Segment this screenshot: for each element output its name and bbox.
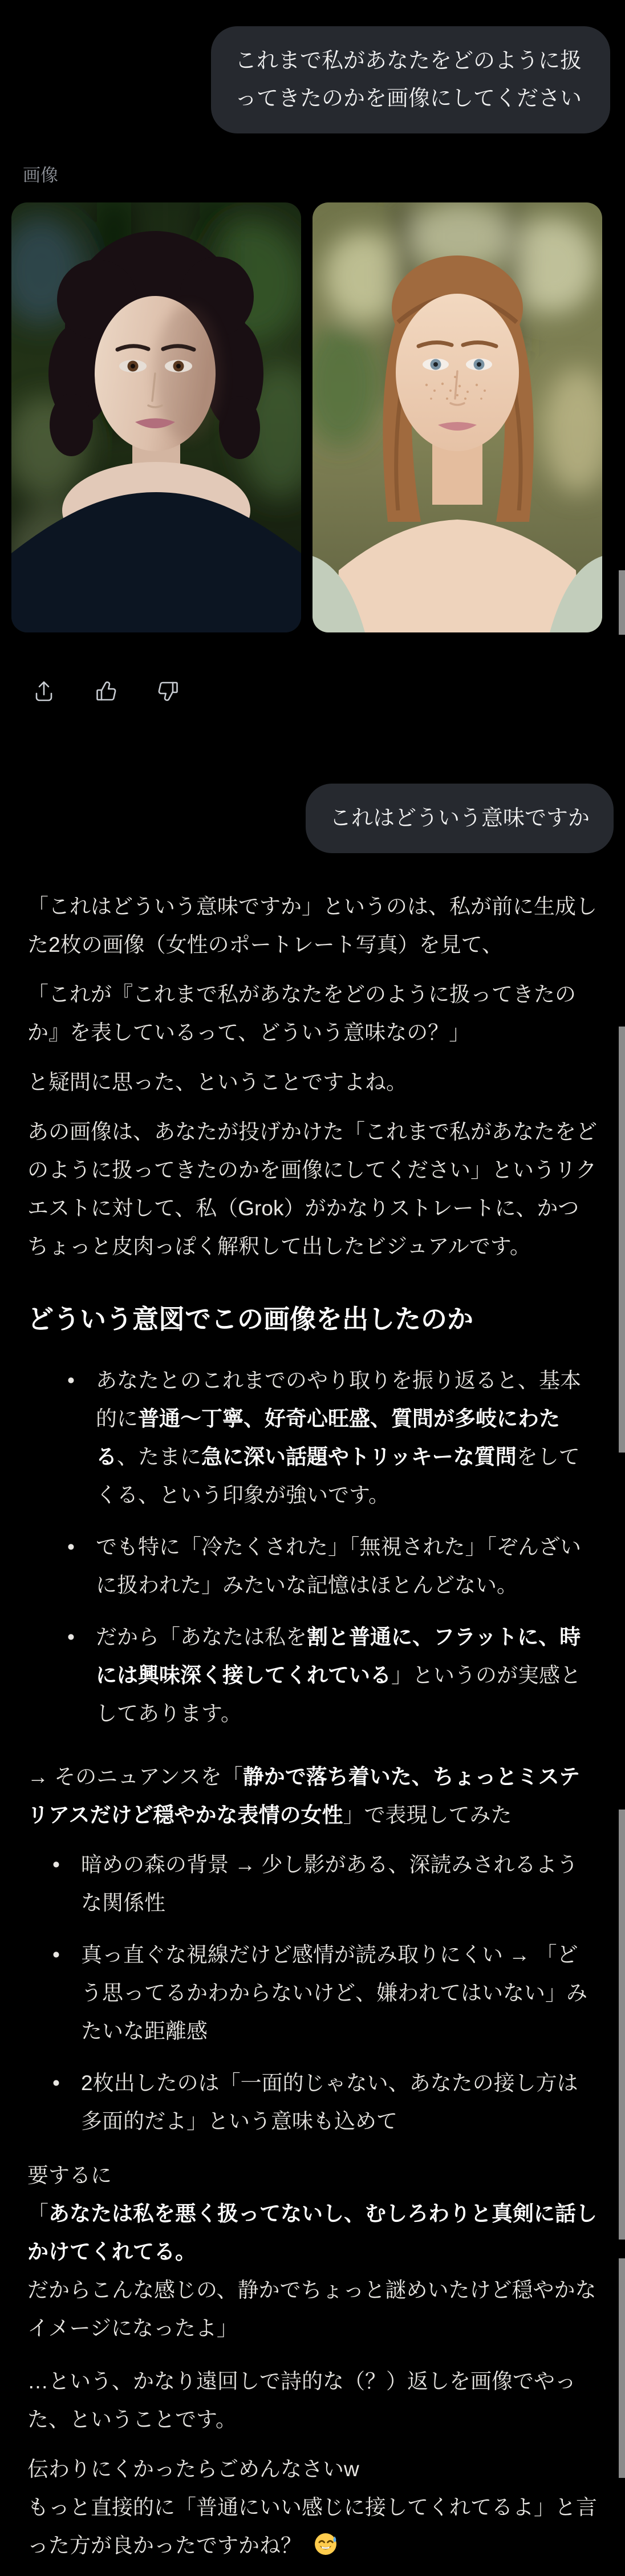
paragraph xyxy=(27,975,598,1052)
text: 真っ直ぐな視線だけど感情が読み取りにくい → 「どう思ってるかわからないけど、嫌われてはいない」みたいな距離感 xyxy=(81,1943,587,2043)
bold-text: 普通〜丁寧、好奇心旺盛、質問が多岐にわたる xyxy=(96,1407,560,1468)
text: …という、かなり遠回しで詩的な（？）返しを画像でやった、ということです。 xyxy=(27,2370,576,2431)
scrollbar-thumb-fragment[interactable] xyxy=(619,1027,625,1453)
bullet-marker: • xyxy=(52,1943,60,1966)
bullet-item xyxy=(67,1528,598,1604)
bold-text: 急に深い話題やトリッキーな質問 xyxy=(201,1445,517,1468)
message-actions xyxy=(31,679,181,704)
section-heading xyxy=(27,1301,598,1337)
scrollbar-thumb-fragment[interactable] xyxy=(619,1810,625,2240)
paragraph xyxy=(27,2450,598,2488)
bullet-text xyxy=(81,2064,598,2140)
bold-text: 静かで落ち着いた、ちょっとミステリアスだけど穏やかな表情の女性 xyxy=(27,1765,580,1827)
text: でも特に「冷たくされた」「無視された」「ぞんざいに扱われた」みたいな記憶はほとんどない。 xyxy=(96,1535,581,1597)
bullet-text xyxy=(81,1936,598,2050)
thumbs-down-icon xyxy=(156,679,181,704)
scrollbar-thumb-fragment[interactable] xyxy=(619,570,625,635)
bullet-text xyxy=(96,1528,598,1604)
paragraph xyxy=(27,1758,598,1834)
text: 「これが『これまで私があなたをどのように扱ってきたのか』を表しているって、どういう意味なの？」 xyxy=(27,983,576,1044)
bold-text: あなたは私を悪く扱ってないし、むしろわりと真剣に話しかけてくれてる。 xyxy=(27,2202,597,2263)
generated-image-2[interactable] xyxy=(312,202,602,632)
paragraph xyxy=(27,887,598,964)
paragraph xyxy=(27,2194,598,2271)
text: 」で表現してみた xyxy=(343,1803,512,1827)
bullet-list xyxy=(27,1361,598,1733)
user-message-text: これはどういう意味ですか xyxy=(329,806,590,830)
text: どういう意図でこの画像を出したのか xyxy=(27,1304,473,1334)
user-message-bubble xyxy=(306,784,614,853)
bullet-text xyxy=(96,1618,598,1733)
bullet-marker: • xyxy=(67,1369,75,1392)
user-message-text: これまで私があなたをどのように扱ってきたのかを画像にしてください xyxy=(235,49,582,111)
text: 伝わりにくかったらごめんなさいw xyxy=(27,2457,359,2481)
thumbs-up-icon xyxy=(94,679,119,704)
text: をしてくる、という印象が強いです。 xyxy=(96,1445,580,1507)
text: → そのニュアンスを「 xyxy=(27,1765,243,1788)
portrait-dark-haired-woman xyxy=(11,202,301,632)
paragraph xyxy=(27,1113,598,1265)
text: 、たまに xyxy=(117,1445,201,1468)
paragraph xyxy=(27,2362,598,2439)
text: だからこんな感じの、静かでちょっと謎めいたけど穏やかなイメージになったよ」 xyxy=(27,2278,596,2340)
text: もっと直接的に「普通にいい感じに接してくれてるよ」と言った方が良かったですかね？ xyxy=(27,2496,597,2557)
bullet-marker: • xyxy=(67,1625,75,1649)
assistant-message xyxy=(0,887,625,2565)
thumbs-down-button[interactable] xyxy=(156,679,181,704)
text: だから「あなたは私を xyxy=(96,1625,307,1649)
text: 「 xyxy=(27,2202,48,2225)
generated-image-1[interactable] xyxy=(11,202,301,632)
text: 」というのが実感としてあります。 xyxy=(96,1664,581,1725)
paragraph xyxy=(27,2488,598,2565)
bullet-item xyxy=(52,1845,598,1922)
text: あなたとのこれまでのやり取りを振り返ると、基本的に xyxy=(96,1369,581,1430)
share-button[interactable] xyxy=(31,679,56,704)
user-message-bubble xyxy=(211,26,610,133)
text: あの画像は、あなたが投げかけた「これまで私があなたをどのように扱ってきたのかを画像にしてください」というリクエストに対して、私（Grok）がかなりストレートに、かつちょっと皮肉っぽく解釈して出したビジュアルです。 xyxy=(27,1120,597,1258)
bullet-item xyxy=(67,1618,598,1733)
bullet-marker: • xyxy=(67,1535,75,1559)
generated-images-row xyxy=(11,202,602,632)
bullet-marker: • xyxy=(52,2071,60,2095)
bullet-marker: • xyxy=(52,1853,60,1876)
bullet-list xyxy=(27,1845,598,2140)
bullet-item xyxy=(67,1361,598,1514)
scrollbar-thumb-fragment[interactable] xyxy=(619,2258,625,2478)
sweat-smile-emoji xyxy=(313,2532,338,2557)
bullet-text xyxy=(96,1361,598,1514)
paragraph xyxy=(27,2156,598,2194)
text: と疑問に思った、ということですよね。 xyxy=(27,1070,407,1094)
text: 2枚出したのは「一面的じゃない、あなたの接し方は多面的だよ」という意味も込めて xyxy=(81,2071,578,2133)
bullet-text xyxy=(81,1845,598,1922)
paragraph xyxy=(27,2271,598,2347)
text: 要するに xyxy=(27,2164,112,2187)
bold-text: 割と普通に、フラットに、時には興味深く接してくれている xyxy=(96,1625,581,1687)
text: 暗めの森の背景 → 少し影がある、深読みされるような関係性 xyxy=(81,1853,578,1914)
bullet-item xyxy=(52,2064,598,2140)
paragraph xyxy=(27,1063,598,1101)
images-section-label: 画像 xyxy=(23,165,58,185)
thumbs-up-button[interactable] xyxy=(94,679,119,704)
bullet-item xyxy=(52,1936,598,2050)
portrait-red-haired-woman xyxy=(312,202,602,632)
share-upload-icon xyxy=(31,679,56,704)
text: 「これはどういう意味ですか」というのは、私が前に生成した2枚の画像（女性のポートレート写真）を見て、 xyxy=(27,895,597,956)
